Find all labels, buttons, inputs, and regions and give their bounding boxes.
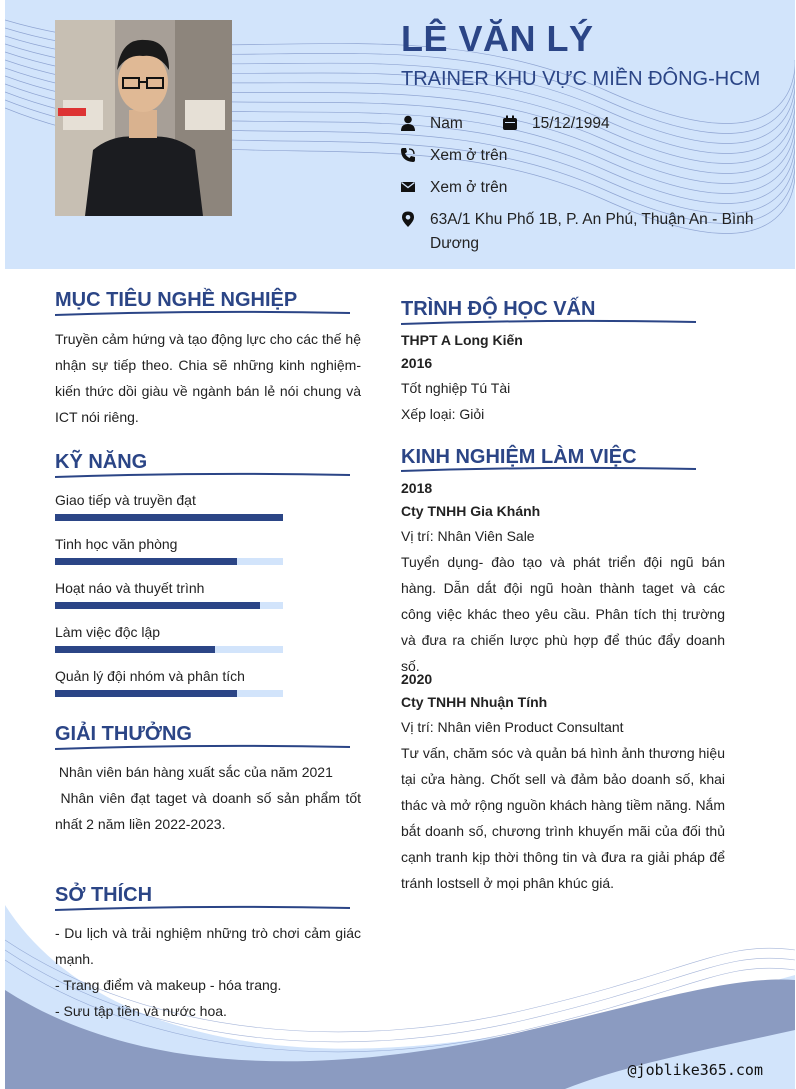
objective-underline xyxy=(55,310,355,318)
job-description: Tư vấn, chăm sóc và quản bá hình ảnh thương hiệu tại cửa hàng. Chốt sell và đảm bảo doanh số, khai thác và mở rộng nguồn khách hàng tiềm năng. Nắm bắt doanh số, chương trình khuyến mãi của đối thủ cạnh tranh kịp thời thông tin và đưa ra giải pháp để tránh lostsell ở mọi phân khúc giá. xyxy=(401,745,725,891)
skill-bar-fill xyxy=(55,602,260,609)
job-title: TRAINER KHU VỰC MIỀN ĐÔNG-HCM xyxy=(401,68,761,90)
address-row xyxy=(400,208,760,256)
email-value: Xem ở trên xyxy=(430,179,508,196)
skill-label: Giao tiếp và truyền đạt xyxy=(55,492,196,508)
job-company: Cty TNHH Nhuận Tính xyxy=(401,694,548,710)
skill-bar-fill xyxy=(55,558,237,565)
dob-value: 15/12/1994 xyxy=(532,115,610,132)
skill-label: Quản lý đội nhóm và phân tích xyxy=(55,668,245,684)
job-position: Vị trí: Nhân Viên Sale xyxy=(401,528,535,544)
skill-label: Làm việc độc lập xyxy=(55,624,161,640)
full-name: LÊ VĂN LÝ xyxy=(401,18,594,59)
skill-bar xyxy=(55,514,283,521)
header xyxy=(5,0,795,269)
education-year: 2016 xyxy=(401,355,433,371)
education-grade: Xếp loại: Giỏi xyxy=(401,406,485,422)
skill-bar xyxy=(55,646,283,653)
profile-photo xyxy=(55,20,232,216)
watermark: @joblike365.com xyxy=(627,1061,763,1079)
skill-bar-fill xyxy=(55,690,237,697)
awards-underline xyxy=(55,744,355,752)
hobbies-underline xyxy=(55,905,355,913)
skill-bar xyxy=(55,690,283,697)
skills-underline xyxy=(55,472,355,480)
dob-row xyxy=(502,112,610,136)
skill-bar xyxy=(55,602,283,609)
award-item: Nhân viên bán hàng xuất sắc của năm 2021 xyxy=(55,764,333,780)
school-name: THPT A Long Kiến xyxy=(401,332,523,348)
experience-underline xyxy=(401,466,701,474)
awards-heading: GIẢI THƯỞNG xyxy=(55,723,192,745)
email-row xyxy=(400,176,507,200)
skill-label: Tinh học văn phòng xyxy=(55,536,178,552)
education-underline xyxy=(401,319,701,327)
objective-heading: MỤC TIÊU NGHỀ NGHIỆP xyxy=(55,289,298,311)
award-item: Nhân viên đạt taget và doanh số sản phẩm tốt nhất 2 năm liền 2022-2023. xyxy=(55,790,365,832)
skill-bar-fill xyxy=(55,514,283,521)
hobby-item: - Sưu tập tiền và nước hoa. xyxy=(55,1003,227,1019)
phone-icon xyxy=(400,147,416,163)
resume-page xyxy=(5,0,795,1089)
hobby-item: - Trang điểm và makeup - hóa trang. xyxy=(55,977,282,993)
phone-row xyxy=(400,144,507,168)
map-pin-icon xyxy=(400,211,416,227)
job-year: 2018 xyxy=(401,480,433,496)
job-company: Cty TNHH Gia Khánh xyxy=(401,503,541,519)
skill-label: Hoạt náo và thuyết trình xyxy=(55,580,205,596)
job-year: 2020 xyxy=(401,671,433,687)
objective-text: Truyền cảm hứng và tạo động lực cho các thế hệ nhận sự tiếp theo. Chia sẽ những kinh nghiệm- kiến thức dồi giàu về ngành bán lẻ nói chung và ICT nói riêng. xyxy=(55,331,361,425)
job-description: Tuyển dụng- đào tạo và phát triển đội ngũ bán hàng. Dẫn dắt đội ngũ hoàn thành taget và các công việc khác theo yêu cầu. Phân tích thị trường và đưa ra chiến lược phù hợp để thúc đẩy doanh số. xyxy=(401,554,725,674)
envelope-icon xyxy=(400,179,416,195)
education-heading: TRÌNH ĐỘ HỌC VẤN xyxy=(401,298,596,320)
skills-heading: KỸ NĂNG xyxy=(55,451,148,473)
skill-bar-fill xyxy=(55,646,215,653)
hobby-item: - Du lịch và trải nghiệm những trò chơi cảm giác mạnh. xyxy=(55,925,361,967)
hobbies-heading: SỞ THÍCH xyxy=(55,884,153,906)
gender-value: Nam xyxy=(430,115,463,132)
job-position: Vị trí: Nhân viên Product Consultant xyxy=(401,719,624,735)
skill-bar xyxy=(55,558,283,565)
person-icon xyxy=(400,115,416,131)
education-result: Tốt nghiệp Tú Tài xyxy=(401,380,511,396)
calendar-icon xyxy=(502,115,518,131)
gender-row xyxy=(400,112,463,136)
phone-value: Xem ở trên xyxy=(430,147,508,164)
address-value: 63A/1 Khu Phố 1B, P. An Phú, Thuận An - Bình Dương xyxy=(430,211,754,252)
experience-heading: KINH NGHIỆM LÀM VIỆC xyxy=(401,446,637,468)
